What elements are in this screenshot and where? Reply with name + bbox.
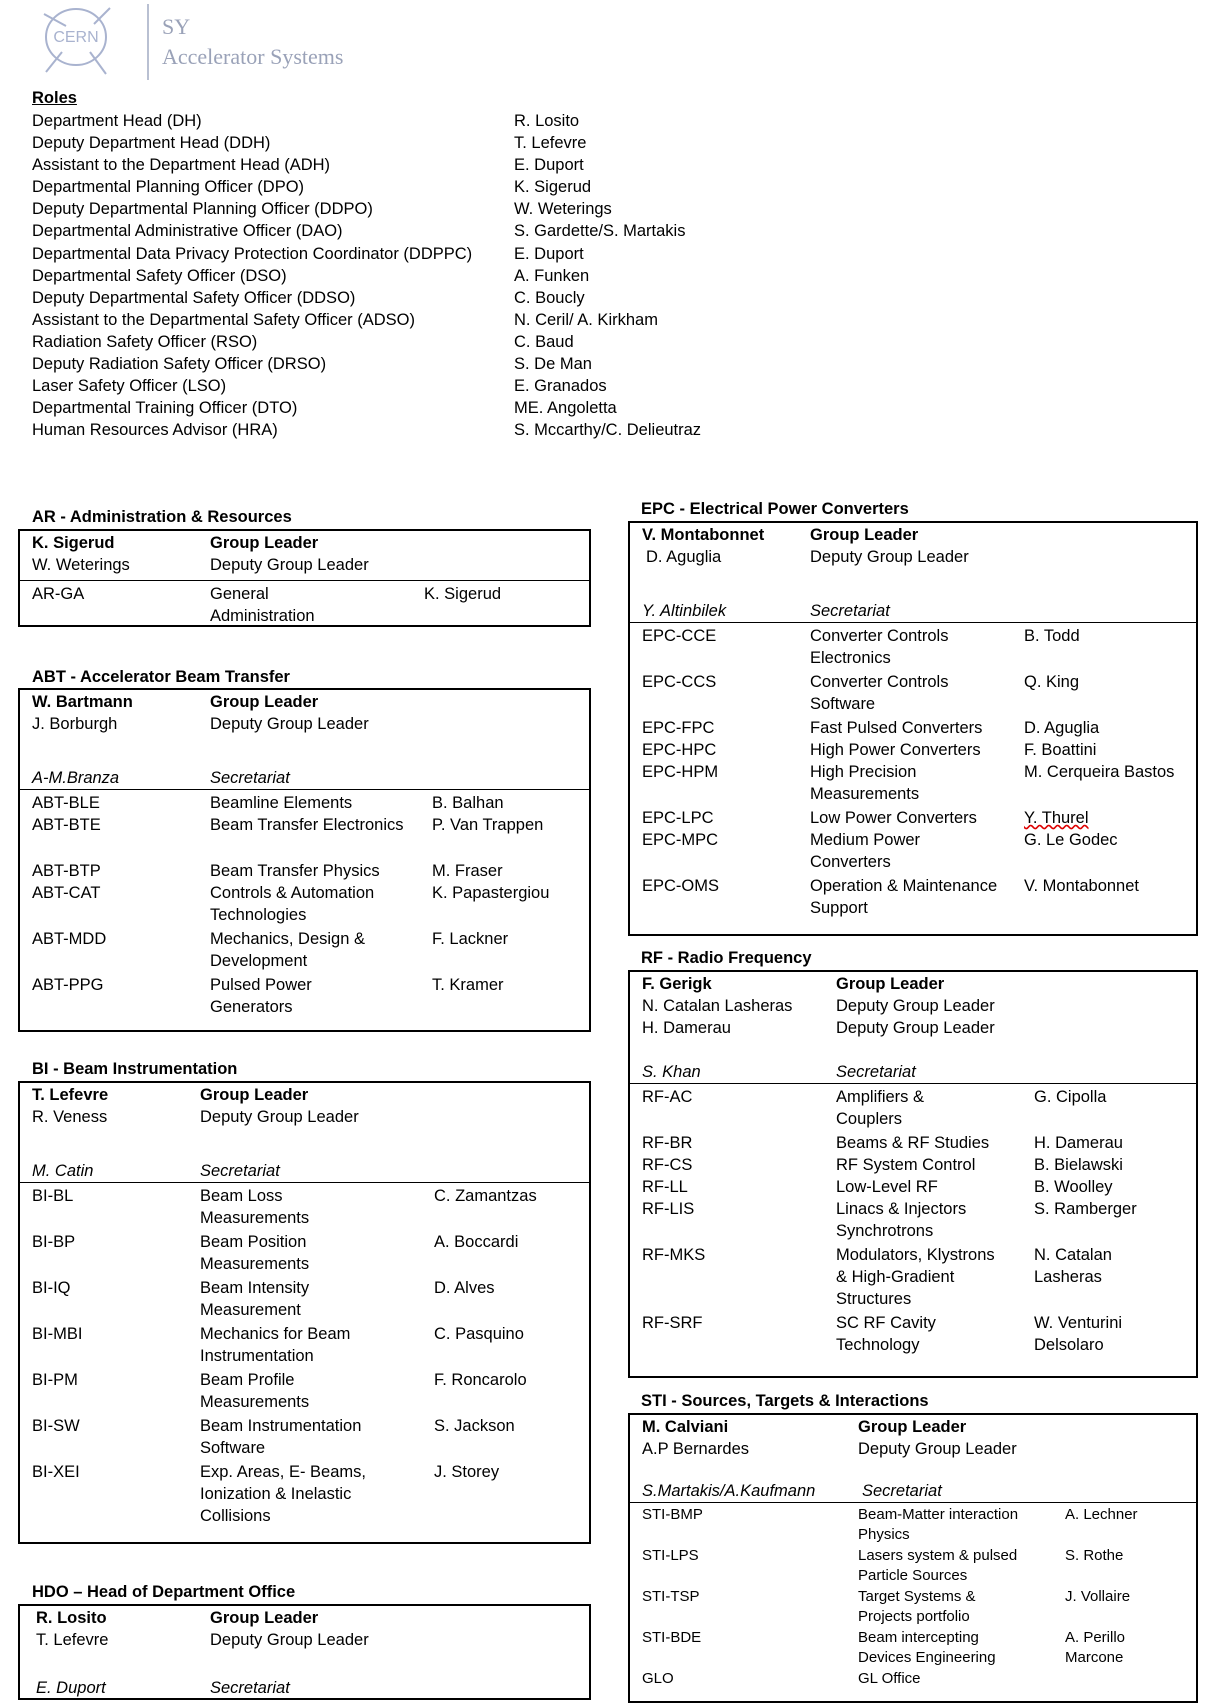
- role-row: [32, 287, 752, 309]
- section-row: [642, 1669, 1184, 1689]
- ar-box: [18, 529, 591, 627]
- secretariat-role: Secretariat: [200, 1162, 280, 1180]
- leader-role: Group Leader: [210, 1609, 319, 1627]
- role-title: Deputy Departmental Safety Officer (DDSO): [32, 288, 356, 307]
- section-head: G. Cipolla: [1034, 1088, 1107, 1106]
- section-name: Beam Intensity Measurement: [200, 1279, 310, 1319]
- section-row: [642, 761, 1184, 807]
- section-code: BI-BL: [32, 1187, 74, 1205]
- secretariat-row: [32, 1160, 577, 1182]
- role-person: N. Ceril/ A. Kirkham: [514, 310, 658, 329]
- secretariat-role: Secretariat: [836, 1063, 916, 1081]
- section-name: Low Power Converters: [810, 809, 977, 827]
- section-row: [32, 1415, 577, 1461]
- deputy-role: Deputy Group Leader: [836, 997, 995, 1015]
- role-person: S. Mccarthy/C. Delieutraz: [514, 421, 702, 440]
- role-title: Assistant to the Departmental Safety Officer (ADSO): [32, 310, 416, 329]
- deputy-role: Deputy Group Leader: [858, 1440, 1017, 1458]
- section-name: High Precision Measurements: [810, 763, 920, 803]
- section-row: [32, 1323, 577, 1369]
- section-code: RF-SRF: [642, 1314, 703, 1332]
- section-head: J. Vollaire: [1065, 1588, 1131, 1605]
- department-code: SY: [162, 14, 191, 39]
- secretariat-row: [32, 767, 577, 789]
- role-row: [32, 220, 752, 242]
- section-code: EPC-CCS: [642, 673, 717, 691]
- section-code: AR-GA: [32, 585, 85, 603]
- section-code: BI-SW: [32, 1417, 80, 1435]
- role-row: [32, 132, 752, 154]
- secretariat-name: E. Duport: [36, 1679, 106, 1697]
- deputy-row: [642, 995, 1184, 1017]
- section-row: [642, 1176, 1184, 1198]
- section-head: A. Lechner: [1065, 1506, 1138, 1523]
- section-row: [32, 1277, 577, 1323]
- role-title: Department Head (DH): [32, 112, 202, 130]
- secretariat-name: S.Martakis/A.Kaufmann: [642, 1482, 816, 1500]
- deputy-row: [32, 554, 577, 576]
- section-head: K. Papastergiou: [432, 884, 550, 902]
- section-head: D. Alves: [434, 1279, 495, 1297]
- section-name: Operation & Maintenance Support: [810, 877, 998, 917]
- section-row: [642, 671, 1184, 717]
- section-row: [642, 1132, 1184, 1154]
- role-title: Departmental Administrative Officer (DAO): [32, 222, 343, 241]
- role-person: C. Boucly: [514, 288, 585, 307]
- section-head: D. Aguglia: [1024, 719, 1100, 737]
- section-row: [642, 1628, 1184, 1669]
- section-head: N. Catalan Lasheras: [1034, 1246, 1112, 1286]
- section-code: STI-BMP: [642, 1506, 703, 1523]
- role-title: Laser Safety Officer (LSO): [32, 377, 227, 396]
- leader-name: R. Losito: [36, 1609, 107, 1627]
- role-row: [32, 154, 752, 176]
- sti-heading: STI - Sources, Targets & Interactions: [641, 1392, 929, 1410]
- section-row: [32, 882, 577, 928]
- secretariat-role: Secretariat: [810, 602, 890, 620]
- section-code: EPC-CCE: [642, 627, 717, 645]
- section-name: Beam Loss Measurements: [200, 1187, 310, 1227]
- section-head: S. Ramberger: [1034, 1200, 1137, 1218]
- section-head: Y. Thurel: [1024, 809, 1089, 827]
- epc-heading: EPC - Electrical Power Converters: [641, 500, 909, 518]
- section-code: RF-MKS: [642, 1246, 706, 1264]
- section-row: [642, 717, 1184, 739]
- role-title: Deputy Radiation Safety Officer (DRSO): [32, 355, 327, 374]
- deputy-name: N. Catalan Lasheras: [642, 997, 793, 1015]
- secretariat-name: A-M.Branza: [32, 769, 120, 787]
- section-code: ABT-MDD: [32, 930, 107, 948]
- section-row: [642, 1154, 1184, 1176]
- section-name: SC RF Cavity Technology: [836, 1314, 936, 1354]
- section-head: S. Jackson: [434, 1417, 515, 1435]
- role-person: S. Gardette/S. Martakis: [514, 222, 686, 241]
- section-row: [642, 1587, 1184, 1628]
- section-head: F. Boattini: [1024, 741, 1097, 759]
- section-name: Beam Profile Measurements: [200, 1371, 310, 1411]
- leader-role: Group Leader: [210, 534, 319, 552]
- section-head: P. Van Trappen: [432, 816, 544, 834]
- role-row: [32, 309, 752, 331]
- role-title: Departmental Planning Officer (DPO): [32, 178, 305, 197]
- section-code: ABT-PPG: [32, 976, 104, 994]
- section-name: Mechanics for Beam Instrumentation: [200, 1325, 351, 1365]
- leader-role: Group Leader: [810, 526, 919, 544]
- deputy-name: J. Borburgh: [32, 715, 118, 733]
- role-person: A. Funken: [514, 266, 590, 285]
- secretariat-role: Secretariat: [862, 1482, 942, 1500]
- abt-heading: ABT - Accelerator Beam Transfer: [32, 668, 290, 686]
- section-row: [32, 814, 577, 860]
- ar-heading: AR - Administration & Resources: [32, 508, 292, 526]
- deputy-name: H. Damerau: [642, 1019, 731, 1037]
- role-person: T. Lefevre: [514, 134, 587, 153]
- section-code: BI-IQ: [32, 1279, 71, 1297]
- section-name: Target Systems & Projects portfolio: [858, 1588, 976, 1625]
- role-title: Departmental Data Privacy Protection Coordinator (DDPPC): [32, 244, 473, 263]
- section-code: GLO: [642, 1670, 674, 1687]
- section-row: [32, 583, 577, 629]
- section-name: Beam-Matter interaction Physics: [858, 1506, 1019, 1543]
- role-row: [32, 265, 752, 287]
- section-head: K. Sigerud: [424, 585, 502, 603]
- section-row: [642, 1546, 1184, 1587]
- section-head: A. Boccardi: [434, 1233, 519, 1251]
- section-code: EPC-MPC: [642, 831, 719, 849]
- section-row: [32, 974, 577, 1020]
- deputy-row: [642, 1017, 1184, 1039]
- deputy-role: Deputy Group Leader: [210, 1631, 369, 1649]
- section-code: RF-AC: [642, 1088, 693, 1106]
- section-name: Pulsed Power Generators: [210, 976, 312, 1016]
- section-name: Amplifiers & Couplers: [836, 1088, 925, 1128]
- section-row: [642, 829, 1184, 875]
- role-row: [32, 198, 752, 220]
- section-row: [642, 1198, 1184, 1244]
- section-row: [642, 739, 1184, 761]
- section-head: S. Rothe: [1065, 1547, 1124, 1564]
- section-row: [32, 928, 577, 974]
- section-code: ABT-CAT: [32, 884, 101, 902]
- section-row: [642, 625, 1184, 671]
- leader-role: Group Leader: [836, 975, 945, 993]
- epc-box: [628, 521, 1198, 936]
- section-name: Beam Transfer Physics: [210, 862, 380, 880]
- role-title: Deputy Departmental Planning Officer (DDPO): [32, 200, 373, 219]
- role-row: [32, 419, 752, 441]
- section-name: Converter Controls Electronics: [810, 627, 949, 667]
- roles-heading: Roles: [32, 89, 77, 107]
- section-head: H. Damerau: [1034, 1134, 1123, 1152]
- section-row: [642, 1312, 1184, 1358]
- section-head: A. Perillo Marcone: [1065, 1629, 1126, 1666]
- role-title: Departmental Training Officer (DTO): [32, 399, 298, 418]
- leader-name: T. Lefevre: [32, 1086, 109, 1104]
- section-row: [32, 1231, 577, 1277]
- section-name: Beam Transfer Electronics: [210, 816, 404, 834]
- section-head: B. Woolley: [1034, 1178, 1113, 1196]
- section-row: [32, 792, 577, 814]
- role-person: E. Duport: [514, 156, 584, 175]
- section-code: ABT-BTE: [32, 816, 101, 834]
- section-row: [32, 1461, 577, 1529]
- rf-box: [628, 970, 1198, 1378]
- role-title: Departmental Safety Officer (DSO): [32, 266, 287, 285]
- section-name: Low-Level RF: [836, 1178, 938, 1196]
- role-person: R. Losito: [514, 112, 580, 130]
- section-row: [32, 1185, 577, 1231]
- deputy-role: Deputy Group Leader: [210, 556, 369, 574]
- deputy-role: Deputy Group Leader: [836, 1019, 995, 1037]
- secretariat-role: Secretariat: [210, 1679, 290, 1697]
- deputy-row: [32, 713, 577, 735]
- secretariat-name: M. Catin: [32, 1162, 94, 1180]
- section-code: EPC-FPC: [642, 719, 715, 737]
- section-row: [642, 875, 1184, 921]
- deputy-role: Deputy Group Leader: [210, 715, 369, 733]
- section-row: [642, 1244, 1184, 1312]
- section-name: Modulators, Klystrons & High-Gradient Structures: [836, 1246, 995, 1308]
- section-head: W. Venturini Delsolaro: [1034, 1314, 1123, 1354]
- section-name: Beam Instrumentation Software: [200, 1417, 362, 1457]
- role-row: [32, 353, 752, 375]
- deputy-row: [642, 1438, 1184, 1460]
- leader-role: Group Leader: [858, 1418, 967, 1436]
- role-person: C. Baud: [514, 332, 574, 351]
- section-name: Exp. Areas, E- Beams, Ionization & Inelastic Collisions: [200, 1463, 366, 1525]
- bi-box: [18, 1081, 591, 1544]
- leader-role: Group Leader: [200, 1086, 309, 1104]
- leader-row: [642, 1416, 1184, 1438]
- deputy-name: T. Lefevre: [36, 1631, 109, 1649]
- section-code: BI-XEI: [32, 1463, 80, 1481]
- section-code: BI-BP: [32, 1233, 76, 1251]
- role-person: K. Sigerud: [514, 178, 592, 197]
- section-code: STI-LPS: [642, 1547, 699, 1564]
- leader-row: [642, 524, 1184, 546]
- role-row: [32, 397, 752, 419]
- section-code: RF-LIS: [642, 1200, 695, 1218]
- leader-row: [32, 1084, 577, 1106]
- section-head: V. Montabonnet: [1024, 877, 1139, 895]
- section-head: M. Fraser: [432, 862, 503, 880]
- role-row: [32, 110, 752, 132]
- cern-logo-text: CERN: [53, 29, 99, 46]
- section-code: RF-CS: [642, 1156, 693, 1174]
- role-title: Radiation Safety Officer (RSO): [32, 332, 258, 351]
- section-name: GL Office: [858, 1670, 921, 1687]
- section-code: ABT-BTP: [32, 862, 101, 880]
- secretariat-name: Y. Altinbilek: [642, 602, 727, 620]
- section-name: Linacs & Injectors Synchrotrons: [836, 1200, 967, 1240]
- deputy-name: A.P Bernardes: [642, 1440, 750, 1458]
- leader-name: M. Calviani: [642, 1418, 729, 1436]
- deputy-row: [36, 1629, 573, 1651]
- section-head: B. Todd: [1024, 627, 1080, 645]
- role-row: [32, 176, 752, 198]
- section-head: G. Le Godec: [1024, 831, 1118, 849]
- sti-box: [628, 1413, 1198, 1703]
- leader-name: V. Montabonnet: [642, 526, 765, 544]
- hdo-box: [18, 1604, 591, 1700]
- secretariat-row: [36, 1677, 573, 1699]
- section-head: B. Bielawski: [1034, 1156, 1123, 1174]
- role-title: Assistant to the Department Head (ADH): [32, 156, 331, 175]
- section-code: RF-LL: [642, 1178, 688, 1196]
- section-head: T. Kramer: [432, 976, 504, 994]
- abt-box: [18, 688, 591, 1032]
- cern-logo: [36, 4, 126, 84]
- secretariat-row: [642, 600, 1184, 622]
- deputy-name: D. Aguglia: [646, 548, 722, 566]
- section-name: RF System Control: [836, 1156, 976, 1174]
- section-name: Beam intercepting Devices Engineering: [858, 1629, 996, 1666]
- header-divider: [147, 4, 149, 80]
- section-row: [642, 807, 1184, 829]
- section-code: EPC-OMS: [642, 877, 720, 895]
- section-code: STI-TSP: [642, 1588, 700, 1605]
- section-name: Beams & RF Studies: [836, 1134, 990, 1152]
- section-head: M. Cerqueira Bastos: [1024, 763, 1175, 781]
- section-code: EPC-HPC: [642, 741, 717, 759]
- roles-list: [32, 110, 752, 441]
- secretariat-row: [642, 1061, 1184, 1083]
- hdo-heading: HDO – Head of Department Office: [32, 1583, 296, 1601]
- deputy-role: Deputy Group Leader: [810, 548, 969, 566]
- department-name: Accelerator Systems: [162, 44, 344, 69]
- section-name: Medium Power Converters: [810, 831, 921, 871]
- leader-name: W. Bartmann: [32, 693, 133, 711]
- deputy-role: Deputy Group Leader: [200, 1108, 359, 1126]
- section-code: STI-BDE: [642, 1629, 702, 1646]
- section-code: ABT-BLE: [32, 794, 100, 812]
- rf-heading: RF - Radio Frequency: [641, 949, 812, 967]
- section-code: EPC-HPM: [642, 763, 719, 781]
- secretariat-row: [642, 1480, 1184, 1502]
- section-code: RF-BR: [642, 1134, 693, 1152]
- section-code: EPC-LPC: [642, 809, 714, 827]
- leader-role: Group Leader: [210, 693, 319, 711]
- section-head: F. Roncarolo: [434, 1371, 527, 1389]
- leader-row: [32, 691, 577, 713]
- section-head: J. Storey: [434, 1463, 500, 1481]
- secretariat-role: Secretariat: [210, 769, 290, 787]
- section-code: BI-MBI: [32, 1325, 83, 1343]
- section-name: Mechanics, Design & Development: [210, 930, 365, 970]
- leader-name: K. Sigerud: [32, 534, 115, 552]
- role-person: W. Weterings: [514, 200, 612, 219]
- section-name: Beamline Elements: [210, 794, 353, 812]
- role-person: S. De Man: [514, 355, 592, 374]
- section-row: [32, 860, 577, 882]
- role-title: Deputy Department Head (DDH): [32, 134, 271, 153]
- role-title: Human Resources Advisor (HRA): [32, 421, 278, 440]
- section-head: C. Zamantzas: [434, 1187, 537, 1205]
- leader-name: F. Gerigk: [642, 975, 712, 993]
- section-name: Lasers system & pulsed Particle Sources: [858, 1547, 1018, 1584]
- deputy-name: R. Veness: [32, 1108, 108, 1126]
- deputy-row: [642, 546, 1184, 568]
- secretariat-name: S. Khan: [642, 1063, 701, 1081]
- role-person: ME. Angoletta: [514, 399, 617, 418]
- section-row: [642, 1505, 1184, 1546]
- leader-row: [642, 973, 1184, 995]
- section-name: Converter Controls Software: [810, 673, 949, 713]
- role-row: [32, 375, 752, 397]
- section-row: [32, 1369, 577, 1415]
- section-row: [642, 1086, 1184, 1132]
- deputy-name: W. Weterings: [32, 556, 130, 574]
- section-head: B. Balhan: [432, 794, 504, 812]
- section-code: BI-PM: [32, 1371, 78, 1389]
- section-name: General Administration: [210, 585, 315, 625]
- section-head: Q. King: [1024, 673, 1080, 691]
- role-person: E. Duport: [514, 244, 584, 263]
- section-name: High Power Converters: [810, 741, 981, 759]
- deputy-row: [32, 1106, 577, 1128]
- section-name: Beam Position Measurements: [200, 1233, 310, 1273]
- role-row: [32, 331, 752, 353]
- role-row: [32, 243, 752, 265]
- bi-heading: BI - Beam Instrumentation: [32, 1060, 238, 1078]
- section-name: Controls & Automation Technologies: [210, 884, 375, 924]
- role-person: E. Granados: [514, 377, 607, 396]
- leader-row: [36, 1607, 573, 1629]
- section-head: F. Lackner: [432, 930, 509, 948]
- section-head: C. Pasquino: [434, 1325, 524, 1343]
- leader-row: [32, 532, 577, 554]
- section-name: Fast Pulsed Converters: [810, 719, 983, 737]
